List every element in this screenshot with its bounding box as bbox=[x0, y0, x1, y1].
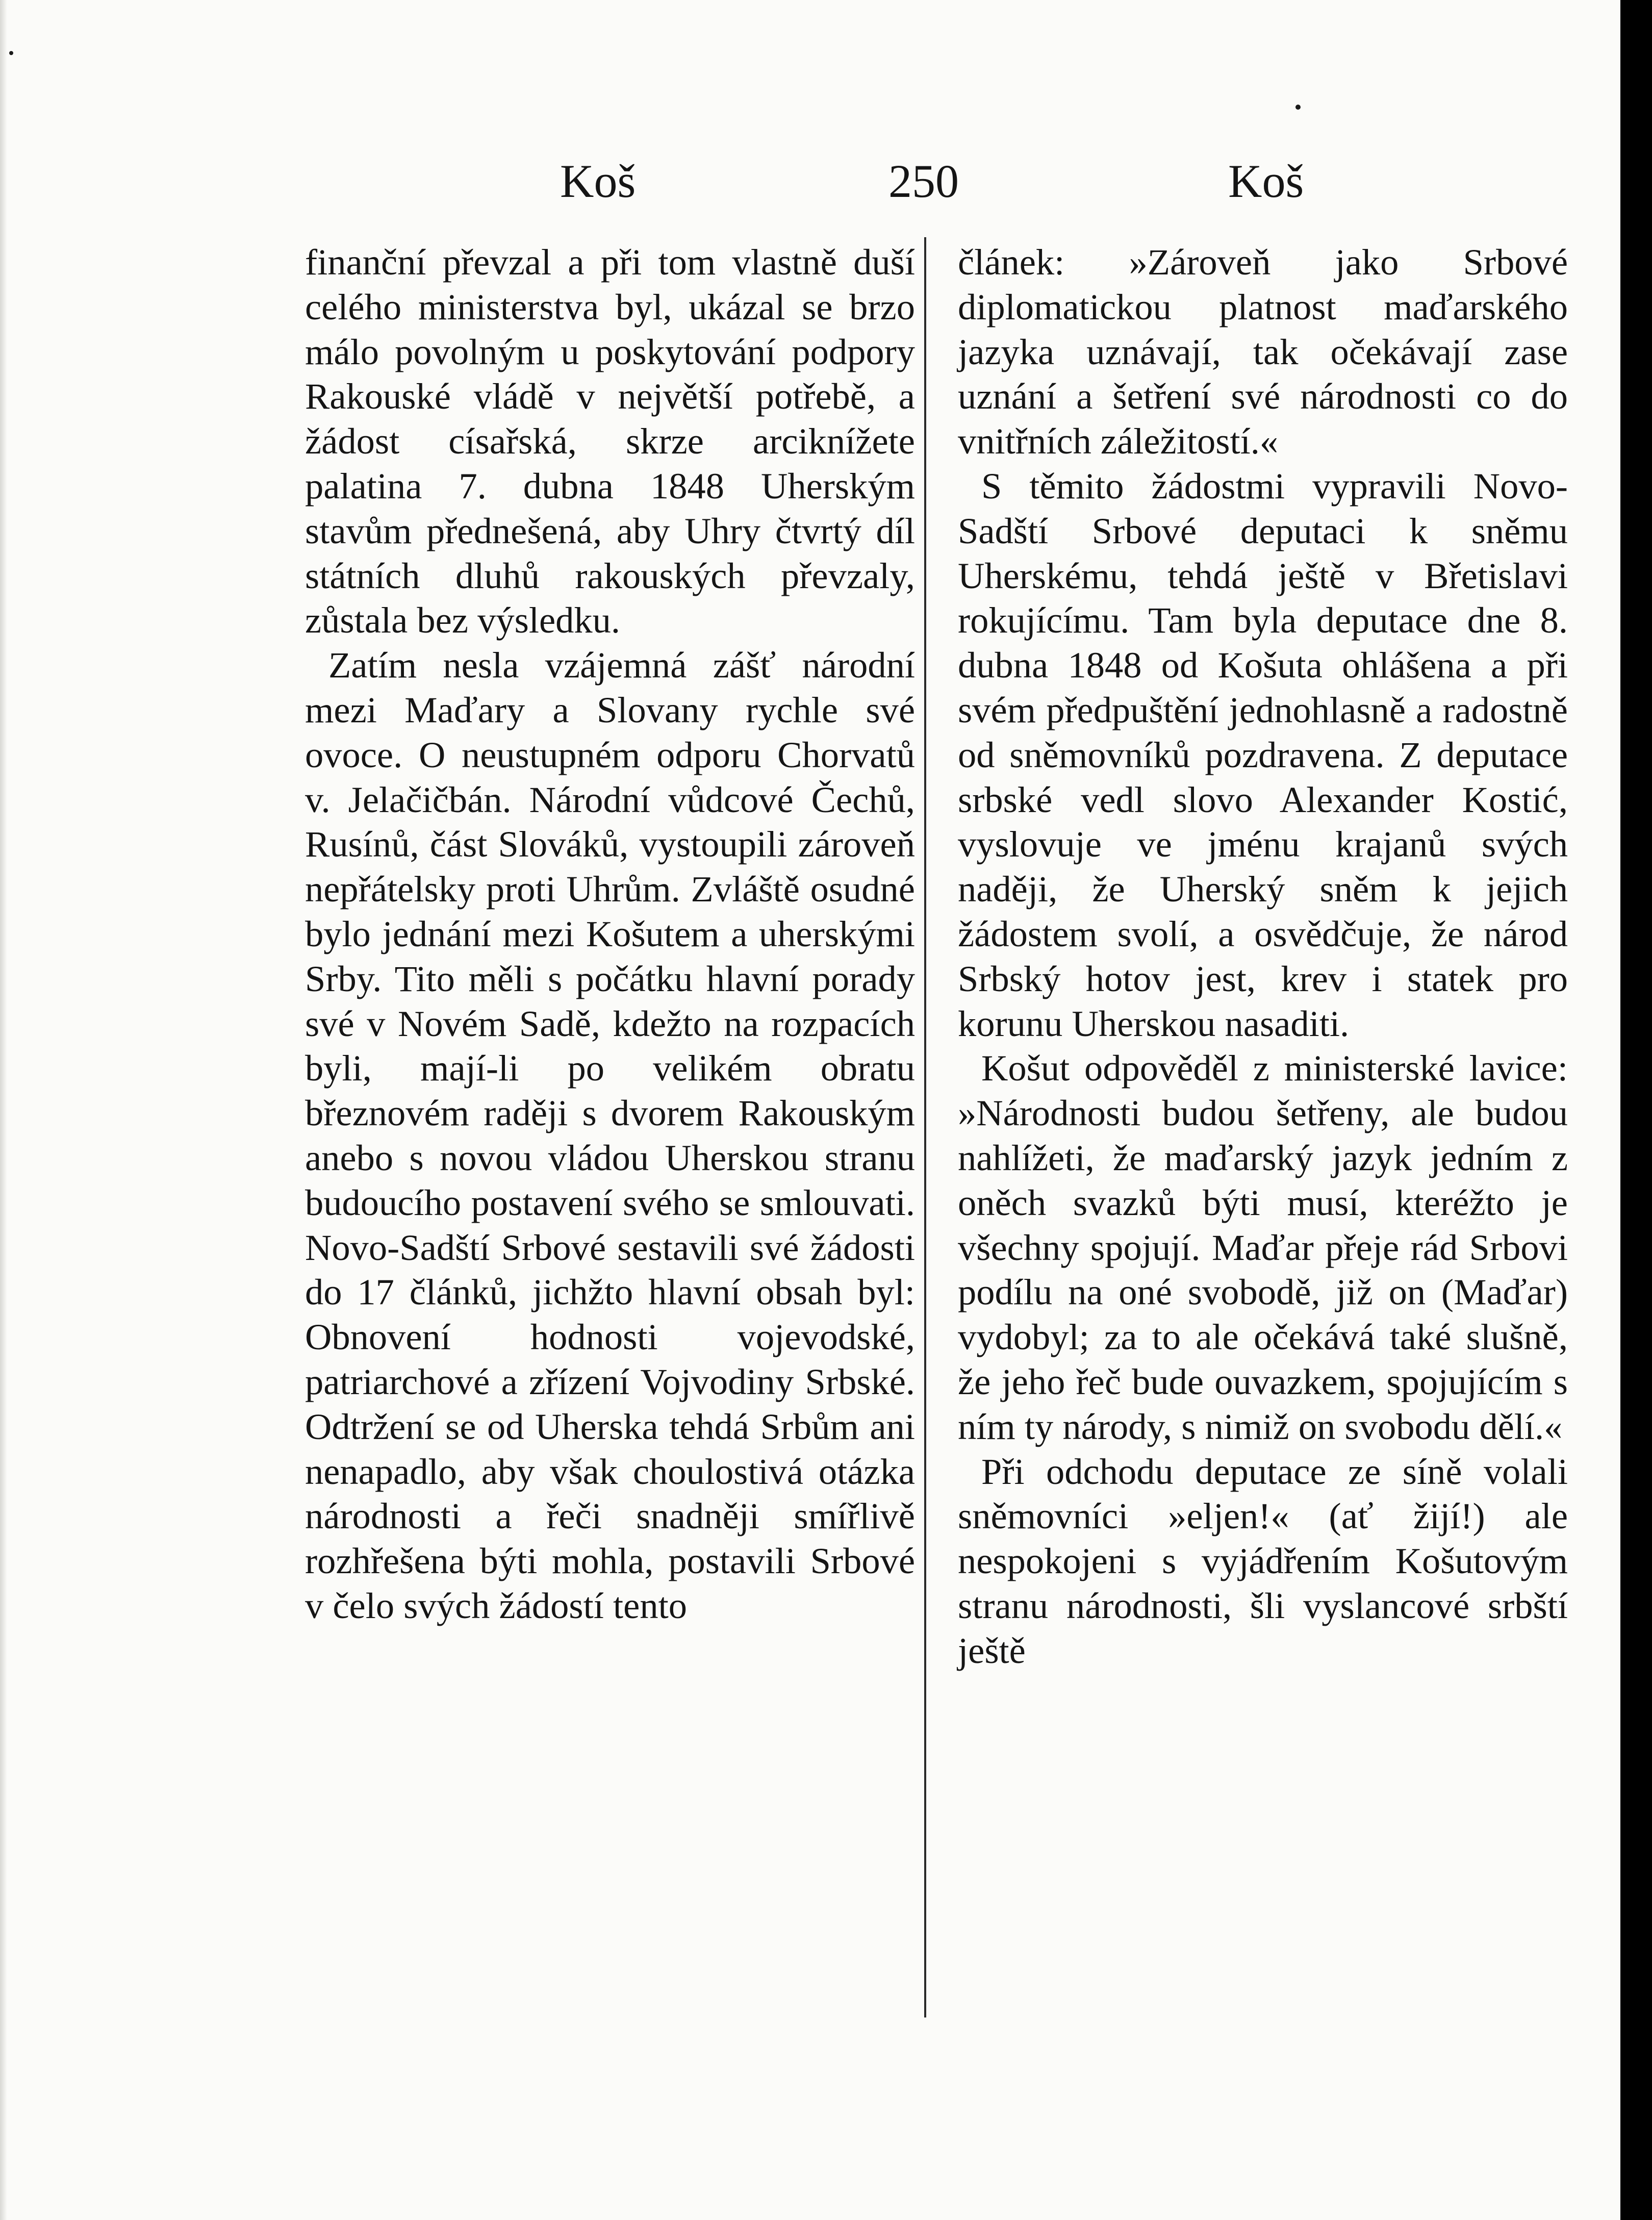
paragraph: S těmito žádostmi vypravili Novo-Sadští Srbové deputaci k sněmu Uherskému, tehdá ještě v Břetislavi rokujícímu. Tam byla deputace dne 8. dubna 1848 od Košuta ohlášena a při svém předpuštění jednohlasně a radostně od sněmovníků pozdravena. Z deputace srbské vedl slovo Alexander Kostić, vyslovuje ve jménu krajanů svých naději, že Uherský sněm k jejich žádostem svolí, a osvědčuje, že národ Srbský hotov jest, krev i statek pro korunu Uherskou nasaditi. bbox=[958, 465, 1568, 1044]
running-header bbox=[0, 150, 1652, 212]
scan-speck bbox=[9, 51, 13, 55]
headword-right: Koš bbox=[1228, 155, 1304, 207]
paragraph: finanční převzal a při tom vlastně duší celého ministerstva byl, ukázal se brzo málo povolným u poskytování podpory Rakouské vládě v největší potřebě, a žádost císařská, skrze arciknížete palatina 7. dubna 1848 Uherským stavům přednešená, aby Uhry čtvrtý díl státních dluhů rakouských převzaly, zůstala bez výsledku. bbox=[305, 241, 915, 641]
headword-left: Koš bbox=[560, 155, 636, 207]
paragraph: Košut odpověděl z ministerské lavice: »Národnosti budou šetřeny, ale budou nahlížeti, že maďarský jazyk jedním z oněch svazků býti musí, kteréžto je všechny spojují. Maďar přeje rád Srbovi podílu na oné svobodě, již on (Maďar) vydobyl; za to ale očekává také slušně, že jeho řeč bude ouvazkem, spojujícím s ním ty národy, s nimiž on svobodu dělí.« bbox=[958, 1047, 1568, 1447]
text-column-right bbox=[958, 240, 1568, 1673]
scan-speck bbox=[1295, 105, 1301, 110]
column-divider bbox=[924, 237, 926, 2017]
paragraph: článek: »Zároveň jako Srbové diplomatickou platnost maďarského jazyka uznávají, tak očekávají zase uznání a šetření své národnosti co do vnitřních záležitostí.« bbox=[958, 241, 1568, 462]
scan-edge-right bbox=[1620, 0, 1652, 2220]
page-number: 250 bbox=[888, 155, 959, 207]
paragraph: Při odchodu deputace ze síně volali sněmovníci »eljen!« (ať žijí!) ale nespokojeni s vyjádřením Košutovým stranu národnosti, šli vyslancové srbští ještě bbox=[958, 1450, 1568, 1671]
paragraph: Zatím nesla vzájemná zášť národní mezi Maďary a Slovany rychle své ovoce. O neustupném odporu Chorvatů v. Jelačičbán. Národní vůdcové Čechů, Rusínů, část Slováků, vystoupili zároveň nepřátelsky proti Uhrům. Zvláště osudné bylo jednání mezi Košutem a uherskými Srby. Tito měli s počátku hlavní porady své v Novém Sadě, kdežto na rozpacích byli, mají-li po velikém obratu březnovém raději s dvorem Rakouským anebo s novou vládou Uherskou stranu budoucího postavení svého se smlouvati. Novo-Sadští Srbové sestavili své žádosti do 17 článků, jichžto hlavní obsah byl: Obnovení hodnosti vojevodské, patriarchové a zřízení Vojvodiny Srbské. Odtržení se od Uherska tehdá Srbům ani nenapadlo, aby však choulostivá otázka národnosti a řeči snadněji smířlivě rozhřešena býti mohla, postavili Srbové v čelo svých žádostí tento bbox=[305, 644, 915, 1626]
scan-edge-left bbox=[0, 0, 7, 2220]
text-column-left bbox=[305, 240, 915, 1628]
